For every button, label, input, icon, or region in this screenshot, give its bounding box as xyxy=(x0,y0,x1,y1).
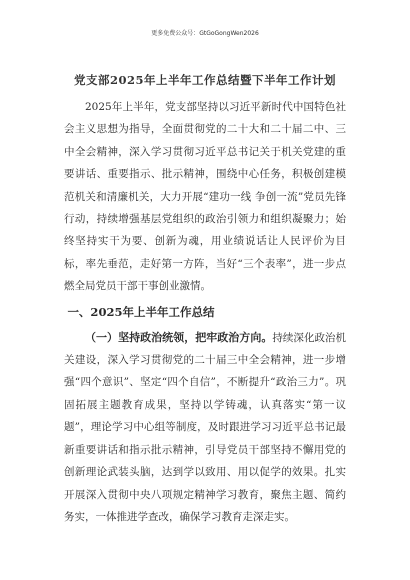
subsection-body: 持续深化政治机关建设，深入学习贯彻党的二十届三中全会精神，进一步增强“四个意识”、坚定“四个自信”，不断提升“政治三力”。巩固拓展主题教育成果，坚持以学铸魂，认真落实“第一议题”，理论学习中心组等制度，及时跟进学习习近平总书记最新重要讲话和指示批示精神，引导党员干部坚持不懈用党的创新理论武装头脑，达到学以致用、用以促学的效果。扎实开展深入贯彻中央八项规定精神学习教育，聚焦主题、简约务实，一体推进学查改，确保学习教育走深走实。 xyxy=(64,331,347,523)
document-title: 党支部2025年上半年工作总结暨下半年工作计划 xyxy=(73,73,336,87)
section-heading: 一、2025年上半年工作总结 xyxy=(67,304,215,319)
intro-paragraph: 2025年上半年，党支部坚持以习近平新时代中国特色社会主义思想为指导，全面贯彻党的二十大和二十届二中、三中全会精神，深入学习贯彻习近平总书记关于机关党建的重要讲话、重要指示、批示精神，围绕中心任务，积极创建模范机关和清廉机关，大力开展“建功一线 争创一流”党员先锋行动，持续增强基层党组织的政治引领力和组织凝聚力；始终坚持实干为要、创新为魂，用业绩说话让人民评价为目标，率先垂范，走好第一方阵，当好“三个表率”，进一步点燃全局党员干部干事创业激情。 xyxy=(64,101,346,293)
header-note: 更多免费公众号：GtGoGongWen2026 xyxy=(151,30,259,37)
document-body xyxy=(64,96,346,528)
subsection-paragraph xyxy=(64,327,346,529)
subsection-heading: （一）坚持政治统领，把牢政治方向。 xyxy=(85,330,273,344)
